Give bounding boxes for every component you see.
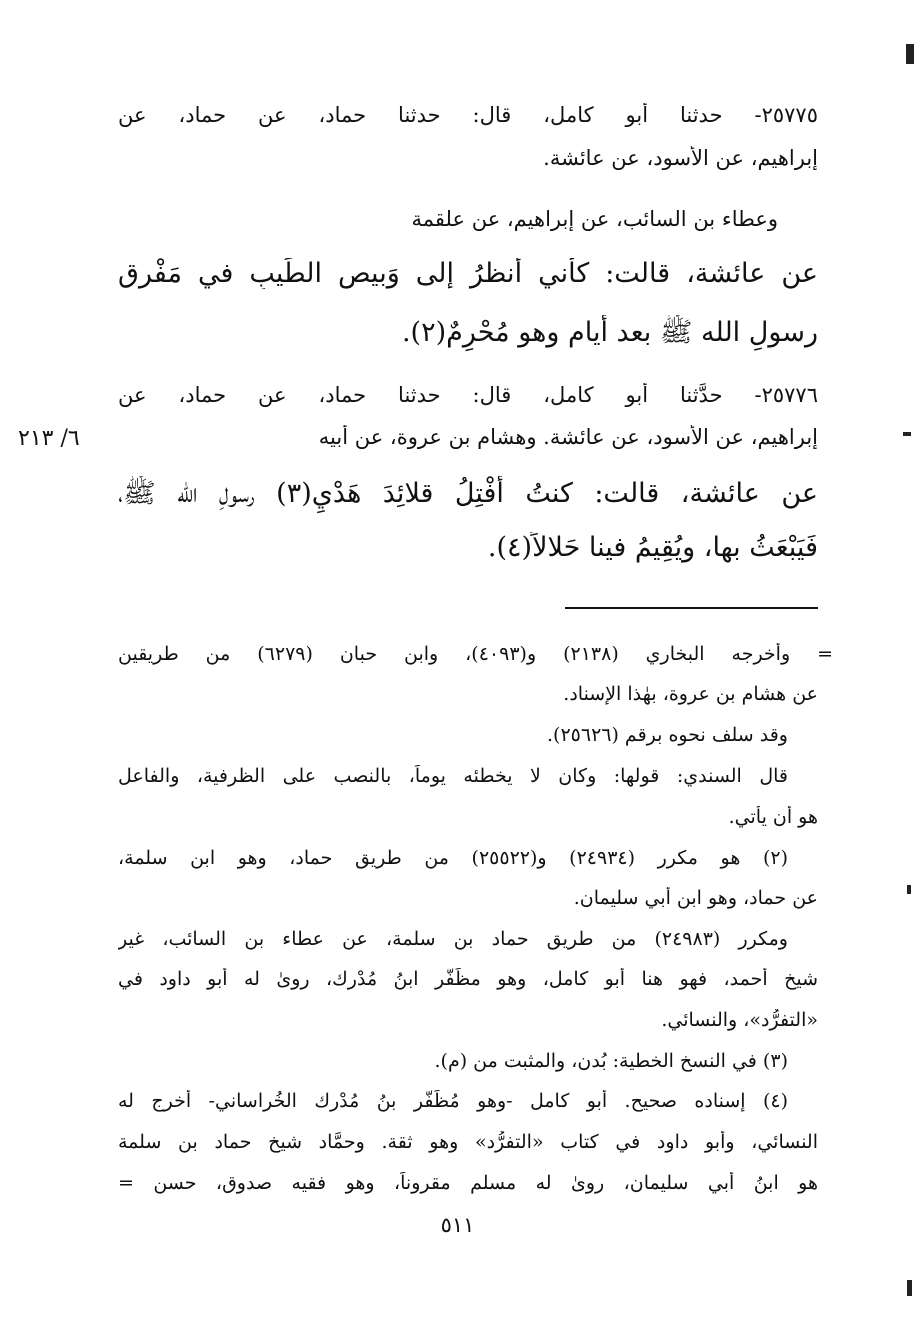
- hadith-25776-isnad-line-2: إبراهيم، عن الأسود، عن عائشة. وهشام بن عروة، عن أبيه: [318, 425, 818, 449]
- footnote-line: = وأخرجه البخاري (٢١٣٨) و(٤٠٩٣)، وابن حبان (٦٢٧٩) من طريقين: [118, 643, 833, 665]
- footnote-line: هو أن يأتي.: [728, 806, 818, 828]
- hadith-25775-isnad-line-3: وعطاء بن السائب، عن إبراهيم، عن علقمة: [411, 207, 778, 231]
- hadith-25775-isnad-line-2: إبراهيم، عن الأسود، عن عائشة.: [543, 146, 818, 170]
- footnote-2-line: «التفرُّد»، والنسائي.: [661, 1009, 818, 1031]
- footnote-2-line: (٢) هو مكرر (٢٤٩٣٤) و(٢٥٥٢٢) من طريق حماد، وهو ابن سلمة،: [118, 847, 788, 869]
- hadith-25775-matn-line-1: عن عائشة، قالت: كأني أنظرُ إلى وَبيصِ الطِّيبِ في مَفْرِقِ: [118, 258, 818, 289]
- footnote-line: وقد سلف نحوه برقم (٢٥٦٢٦).: [547, 724, 788, 746]
- footnote-2-line: عن حماد، وهو ابن أبي سليمان.: [573, 887, 818, 909]
- hadith-25775-matn-line-2: رسولِ الله ﷺ بعد أيام وهو مُحْرِمٌ(٢).: [401, 317, 818, 348]
- footnote-3-line: (٣) في النسخ الخطية: بُدن، والمثبت من (م).: [434, 1050, 788, 1072]
- hadith-25775-isnad-line-1: ٢٥٧٧٥- حدثنا أبو كامل، قال: حدثنا حماد، عن حماد، عن: [118, 103, 818, 127]
- scan-edge-mark: [907, 1280, 912, 1296]
- scan-edge-mark: [906, 44, 914, 64]
- scan-edge-mark: [903, 432, 911, 436]
- footnote-4-line: (٤) إسناده صحيح. أبو كامل -وهو مُظَفَّر بنُ مُدْرِك الخُراساني- أخرج له: [118, 1090, 788, 1112]
- hadith-25776-matn-line-2: فَيَبْعَثُ بها، ويُقِيمُ فينا حَلالاً(٤).: [487, 532, 818, 563]
- scan-edge-mark: [907, 885, 911, 894]
- footnote-separator: [565, 607, 818, 609]
- hadith-25776-matn-line-1: عن عائشة، قالت: كنتُ أَفْتِلُ قلائِدَ هَدْيِ(٣) رسولِ الله ﷺ،: [118, 478, 818, 509]
- footnote-line: عن هشام بن عروة، بهٰذا الإسناد.: [563, 683, 818, 705]
- page-number: ٥١١: [440, 1213, 475, 1237]
- footnote-4-line: هو ابنُ أبي سليمان، روىٰ له مسلم مقروناً، وهو فقيه صدوق، حسن =: [118, 1172, 818, 1194]
- footnote-2-line: ومكرر (٢٤٩٨٣) من طريق حماد بن سلمة، عن عطاء بن السائب، غير: [118, 928, 788, 950]
- footnote-2-line: شيخ أحمد، فهو هنا أبو كامل، وهو مظَفَّر ابنُ مُدْرِك، روىٰ له أبو داود في: [118, 968, 818, 990]
- footnote-4-line: النسائي، وأبو داود في كتاب «التفرُّد» وهو ثقة. وحمَّاد شيخ حماد بن سلمة: [118, 1131, 818, 1153]
- footnote-line: قال السندي: قولها: وكان لا يخطئه يوماً، بالنصب على الظرفية، والفاعل: [118, 765, 788, 787]
- margin-volume-page-reference: ٦/ ٢١٣: [18, 426, 80, 451]
- hadith-25776-isnad-line-1: ٢٥٧٧٦- حدَّثنا أبو كامل، قال: حدثنا حماد، عن حماد، عن: [118, 383, 818, 407]
